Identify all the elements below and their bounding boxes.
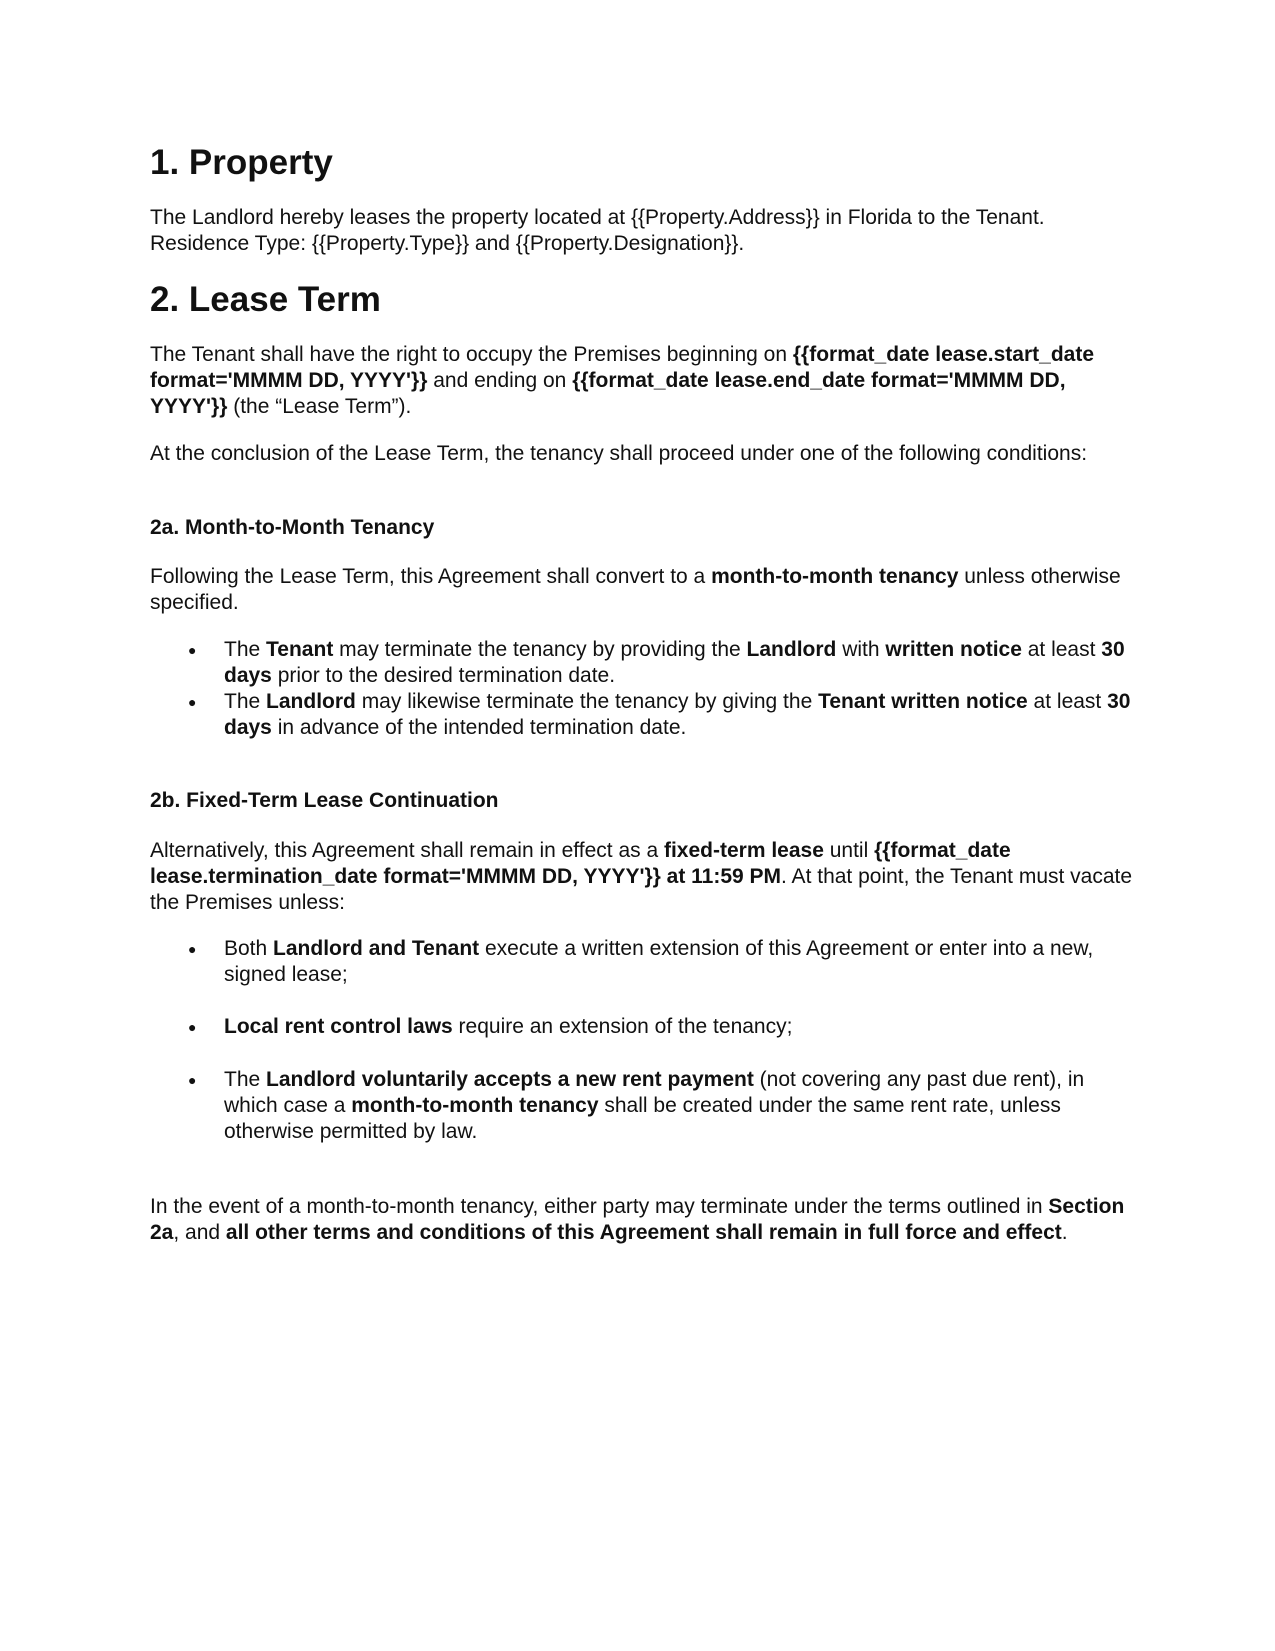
month-to-month-paragraph: Following the Lease Term, this Agreement shall convert to a month-to-month tenancy unless otherwise specified. [150, 565, 1121, 614]
list-item: ● The Landlord may likewise terminate the tenancy by giving the Tenant written notice at least 30 days in advance of the intended termination date. [150, 689, 1140, 741]
month-to-month-list [150, 637, 1140, 741]
list-item: ● Both Landlord and Tenant execute a written extension of this Agreement or enter into a new, signed lease; [150, 936, 1140, 988]
section-1-heading: 1. Property [150, 143, 333, 182]
fixed-term-list [150, 1067, 1140, 1145]
section-1-body: The Landlord hereby leases the property located at {{Property.Address}} in Florida to the Tenant. Residence Type: {{Property.Type}} and {{Property.Designation}}. [150, 206, 1045, 255]
fixed-term-list [150, 1014, 1140, 1040]
lease-term-paragraph: The Tenant shall have the right to occupy the Premises beginning on {{format_date lease.start_date format='MMMM DD, YYYY'}} and ending on {{format_date lease.end_date format='MMMM DD, YYYY'}} (the “Lease Term”). [150, 343, 1094, 418]
section-2-heading: 2. Lease Term [150, 280, 381, 319]
section-2b-heading: 2b. Fixed-Term Lease Continuation [150, 789, 499, 812]
list-item: ● The Tenant may terminate the tenancy by providing the Landlord with written notice at least 30 days prior to the desired termination date. [150, 637, 1140, 689]
fixed-term-list [150, 936, 1140, 988]
conclusion-paragraph: At the conclusion of the Lease Term, the tenancy shall proceed under one of the following conditions: [150, 442, 1088, 465]
fixed-term-paragraph: Alternatively, this Agreement shall remain in effect as a fixed-term lease until {{format_date lease.termination_date format='MMMM DD, YYYY'}} at 11:59 PM. At that point, the Tenant must vacate the Premises unless: [150, 839, 1133, 914]
section-2a-heading: 2a. Month-to-Month Tenancy [150, 516, 435, 539]
closing-paragraph: In the event of a month-to-month tenancy, either party may terminate under the terms outlined in Section 2a, and all other terms and conditions of this Agreement shall remain in full force and effect. [150, 1195, 1125, 1244]
list-item: ● Local rent control laws require an extension of the tenancy; [150, 1014, 1140, 1040]
list-item: ● The Landlord voluntarily accepts a new rent payment (not covering any past due rent), in which case a month-to-month tenancy shall be created under the same rent rate, unless otherwise permitted by law. [150, 1067, 1140, 1145]
